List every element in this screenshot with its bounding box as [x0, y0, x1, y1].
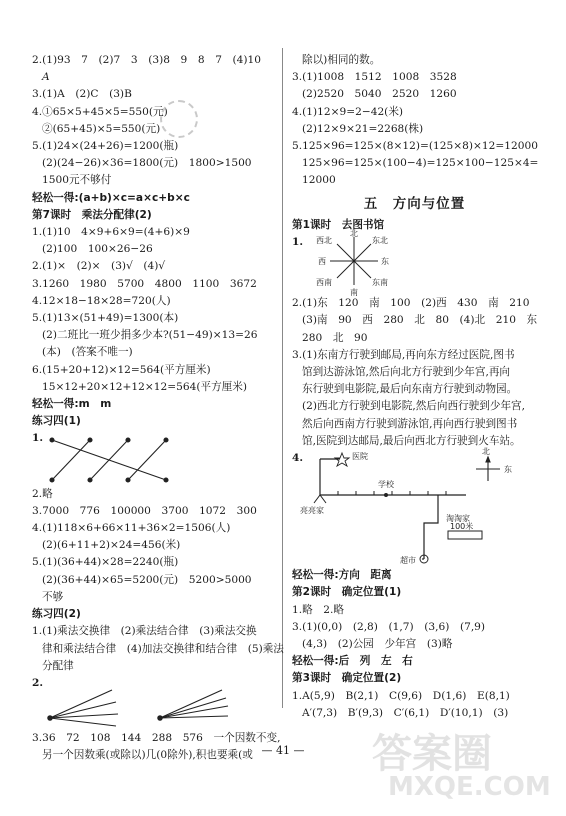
left-column [32, 52, 282, 765]
lesson-heading: 第1课时 去图书馆 [292, 218, 385, 231]
map-label-market: 超市 [400, 556, 416, 566]
compass-label-southeast: 东南 [372, 278, 388, 288]
exercise-heading: 练习四(1) [32, 415, 81, 428]
answer-line: 律和乘法结合律 (4)加法交换律和结合律 (5)乘法 [42, 642, 284, 655]
lesson-heading: 第3课时 确定位置(2) [292, 672, 402, 685]
answer-line: (2)二班比一班少捐多少本?(51−49)×13=26 [42, 329, 258, 342]
answer-line: 馆,医院到达邮局,最后向西北方行驶到火车站。 [302, 434, 521, 447]
answer-line: 1.(1)10 4×9+6×9=(4+6)×9 [32, 226, 190, 239]
map-label-taotao: 淘淘家 [446, 514, 470, 524]
answer-line: 12000 [302, 174, 336, 187]
answer-line: A [42, 71, 50, 84]
answer-line: 3.7000 776 100000 3700 1072 300 [32, 504, 257, 517]
answer-line: 2.略 [32, 487, 53, 500]
answer-line: 不够 [42, 590, 64, 603]
answer-line: 4.(1)12×9=2−42(米) [292, 105, 404, 118]
compass-label-south: 南 [350, 288, 358, 298]
answer-line: 除以)相同的数。 [302, 54, 381, 66]
north-arrow-icon [476, 457, 500, 481]
answer-line: 280 北 90 [302, 331, 368, 344]
answer-line: 2. [32, 676, 44, 689]
answer-line: 分配律 [42, 659, 74, 672]
answer-line: (4,3) (2)公园 少年宫 (3)略 [302, 638, 453, 651]
answer-line: 2.(1)东 120 南 100 (2)西 430 南 210 [292, 297, 530, 310]
tip-heading: 轻松一得:(a+b)×c=a×c+b×c [32, 191, 190, 204]
map-label-home: 亮亮家 [300, 506, 324, 516]
answer-line: 4.12×18−18×28=720(人) [32, 294, 171, 307]
compass-label-northwest: 西北 [316, 236, 332, 246]
answer-line: 3.36 72 108 144 288 576 一个因数不变, [32, 732, 281, 745]
answer-line: (2)100 100×26−26 [42, 243, 153, 256]
route-map-figure [298, 447, 528, 567]
tip-heading: 轻松一得:方向 距离 [292, 569, 392, 582]
answer-line: 6.(15+20+12)×12=564(平方厘米) [32, 363, 211, 376]
answer-line: 5.(1)24×(24+26)=1200(瓶) [32, 140, 179, 153]
answer-line: 2.(1)93 7 (2)7 3 (3)8 9 8 7 (4)10 [32, 54, 262, 66]
answer-line: 1.略 2.略 [292, 603, 344, 616]
answer-line: 3.(1)东南方行驶到邮局,再向东方经过医院,图书 [292, 348, 515, 361]
answer-line: 125×96=125×(100−4)=125×100−125×4= [302, 157, 539, 170]
right-column [292, 52, 537, 722]
answer-line: (2)(6+11+2)×24=456(米) [42, 539, 181, 552]
map-label-hospital: 医院 [352, 452, 368, 462]
column-divider [282, 48, 283, 708]
answer-line: 馆到达游泳馆,然后向北方行驶到少年宫,再向 [302, 366, 511, 379]
compass-label-west: 西 [318, 257, 326, 267]
map-label-scale: 100米 [450, 522, 474, 532]
stamp-watermark-text: 答案圈 [372, 731, 492, 777]
tip-heading: 轻松一得:m m [32, 398, 112, 411]
hospital-marker [335, 453, 349, 466]
answer-line: (2)西北方行驶到电影院,然后向西行驶到少年宫, [302, 400, 526, 413]
answer-line: 3.(1)A (2)C (3)B [32, 88, 132, 101]
answer-line: (2)(36+44)×65=5200(元) 5200>5000 [42, 573, 252, 586]
site-watermark: MXQE.COM [388, 772, 551, 802]
answer-line: A′(7,3) B′(9,3) C′(6,1) D′(10,1) (3) [302, 706, 509, 719]
answer-line: (2)12×9×21=2268(株) [302, 122, 424, 135]
answer-line: 另一个因数乘(或除以)几(0除外),积也要乘(或 [42, 749, 253, 762]
answer-line: 1.A(5,9) B(2,1) C(9,6) D(1,6) E(8,1) [292, 689, 510, 702]
home-marker [314, 495, 326, 503]
compass-label-east: 东 [381, 257, 389, 267]
answer-line: ②(65+45)×5=550(元) [42, 122, 161, 135]
compass-label-northeast: 东北 [372, 236, 388, 246]
compass-label-southwest: 西南 [316, 278, 332, 288]
answer-line: 3.(1)(0,0) (2,8) (1,7) (3,6) (7,9) [292, 620, 486, 633]
map-label-school: 学校 [378, 480, 394, 490]
answer-line: 4.(1)118×6+66×11+36×2=1506(人) [32, 522, 231, 535]
school-marker [384, 493, 388, 497]
answer-line: 3.1260 1980 5700 4800 1100 3672 [32, 277, 257, 290]
lesson-heading: 第7课时 乘法分配律(2) [32, 208, 152, 221]
fan-lines-figure [42, 684, 242, 730]
answer-line: 1500元不够付 [42, 174, 112, 187]
answer-line: (2)(24−26)×36=1800(元) 1800>1500 [42, 157, 252, 170]
map-label-north: 北 [482, 447, 490, 457]
chapter-title: 五 方向与位置 [363, 195, 466, 212]
answer-line: 1. [32, 432, 44, 445]
map-label-east: 东 [504, 465, 512, 475]
answer-line: 15×12+20×12+12×12=564(平方厘米) [42, 380, 248, 393]
compass-rose-figure [306, 229, 416, 298]
matching-lines-figure [46, 434, 176, 486]
compass-label-north: 北 [350, 229, 358, 239]
answer-line: 4. [292, 452, 304, 465]
answer-line: 4.①65×5+45×5=550(元) [32, 105, 168, 118]
answer-line: 1. [292, 236, 304, 249]
answer-line: (本) (答案不唯一) [42, 346, 133, 359]
answer-line: 2.(1)× (2)× (3)√ (4)√ [32, 260, 166, 273]
tip-heading: 轻松一得:后 列 左 右 [292, 655, 413, 668]
exercise-heading: 练习四(2) [32, 608, 81, 621]
answer-line: 5.(1)13×(51+49)=1300(本) [32, 312, 179, 325]
stamp-watermark [160, 100, 198, 138]
answer-line: 东行驶到电影院,最后向东南方行驶到动物园。 [302, 383, 518, 396]
lesson-heading: 第2课时 确定位置(1) [292, 586, 402, 599]
answer-line: 3.(1)1008 1512 1008 3528 [292, 71, 457, 84]
answer-line: 5.(1)(36+44)×28=2240(瓶) [32, 556, 179, 569]
page-number: — 41 — [261, 744, 305, 757]
answer-line: (3)南 90 西 280 北 80 (4)北 210 东 [302, 314, 538, 327]
answer-line: 然后向西南方行驶到游泳馆,再向西行驶到图书 [302, 417, 518, 430]
answer-line: 1.(1)乘法交换律 (2)乘法结合律 (3)乘法交换 [32, 625, 257, 638]
scale-bar [448, 531, 482, 539]
answer-line: 5.125×96=125×(8×12)=(125×8)×12=12000 [292, 140, 538, 153]
answer-line: (2)2520 5040 2520 1260 [302, 88, 457, 101]
